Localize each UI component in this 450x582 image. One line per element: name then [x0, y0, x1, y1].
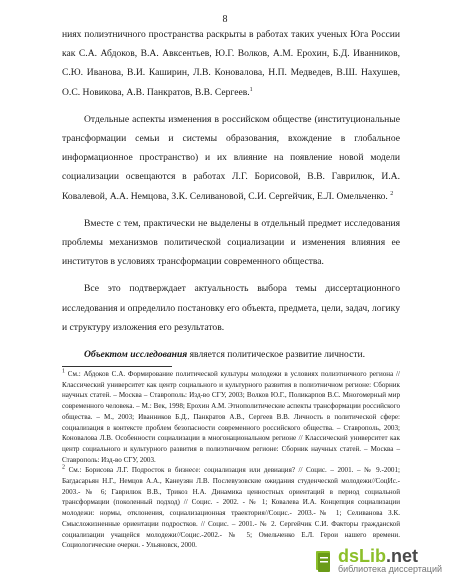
footnote: $^1$ См.: Абдоков С.А. Формирование политической культуры молодежи в условиях полиэтничного региона // Классический университет как центр социального и культурного развития в полиэтничном регионе: Сборник научных статей. – Москва – Ставрополь: Изд-во СГУ, 2003; Волков Ю.Г., Поликарпов В.С. Многомерный мир современного человека. – М.: Век, 1998; Ерохин А.М. Этнополитические аспекты трансформации российского общества. – М., 2003; Иванников Б.Д., Панкратов А.В., Сергеев В.В. Личность в политической сфере: социализация в контексте проблем безопасности современного российского общества. – Ставрополь, 2003; Коновалова Л.В. Особенности социализации в многонациональном регионе // Классический университет как центр социального и культурного развития в полиэтничном регионе: Сборник научных статей. – Москва – Ставрополь: Изд-во СГУ, 2003. — [62, 368, 400, 464]
footnote-mark: 2 — [390, 190, 394, 197]
page-number: 8 — [222, 14, 228, 25]
object-label: Объектом исследования — [84, 349, 188, 361]
footnote-mark: 1 — [249, 86, 253, 93]
book-icon — [314, 549, 334, 573]
paragraph: Все это подтверждает актуальность выбора темы диссертационного исследования и определило постановку его объекта, предмета, цели, задач, логику и структуру изложения его результатов. — [62, 283, 400, 333]
watermark-subtitle: библиотека диссертаций — [337, 564, 442, 574]
paragraph: ниях полиэтничного пространства раскрыты в работах таких ученых Юга России как С.А. Абдоков, В.А. Авксентьев, Ю.Г. Волков, А.М. Ерохин, Б.Д. Иванников, С.Ю. Иванова, В.И. Каширин, Л.В. Коновалова, Н.П. Медведев, В.Ш. Нахушев, О.С. Новикова, А.В. Панкратов, В.В. Сергеев.$^1$ — [62, 29, 400, 98]
footnote: $^2$ См.: Борисова Л.Г. Подросток в бизнесе: социализация или девиация? // Социс. – 2001. – № 9.-2001; Багдасарьян Н.Г., Немцов А.А., Канеузян Л.В. Послевузовские ожидания студенческой молодежи//СоцИс.- 2003.- № 6; Гаврилюк В.В., Трикоз Н.А. Динамика ценностных ориентаций в период социальной трансформации (поколенный подход) // Социс. - 2002. - № 1; Ковалева И.А. Концепция социализации молодежи: нормы, отклонения, социализационная траектория//Социс.- 2003.-№ 1; Селиванова З.К. Смысложизненные ориентации подростков. // Социс. – 2001.- № 2. Сергейчик С.И. Факторы гражданской социализации учащейся молодежи//Социс.-2002.- № 5; Омельченко Е.Л. Герои нашего времени. Социологические очерки. - Ульяновск, 2000. — [62, 464, 401, 550]
paragraph: Вместе с тем, практически не выделены в отдельный предмет исследования проблемы механизмов политической социализации и изменения влияния ее институтов в условиях трансформации современного общества. — [62, 217, 400, 268]
watermark-brand: dsLib.net — [337, 546, 418, 566]
paragraph: Отдельные аспекты изменения в российском обществе (институциональные трансформации семьи и системы образования, вхождение в глобальное информационное пространство) и их влияние на появление новой модели социализации освещаются в работах Л.Г. Борисовой, В.В. Гаврилюк, И.А. Ковалевой, А.А. Немцова, З.К. Селивановой, С.И. Сергейчик, Е.Л. Омельченко. $^2$ — [62, 113, 400, 202]
watermark — [314, 547, 442, 574]
footnotes — [62, 369, 400, 551]
main-text — [62, 25, 400, 364]
object-statement: Объектом исследования является политическое развитие личности. — [84, 349, 366, 361]
footnote-divider — [62, 366, 172, 367]
